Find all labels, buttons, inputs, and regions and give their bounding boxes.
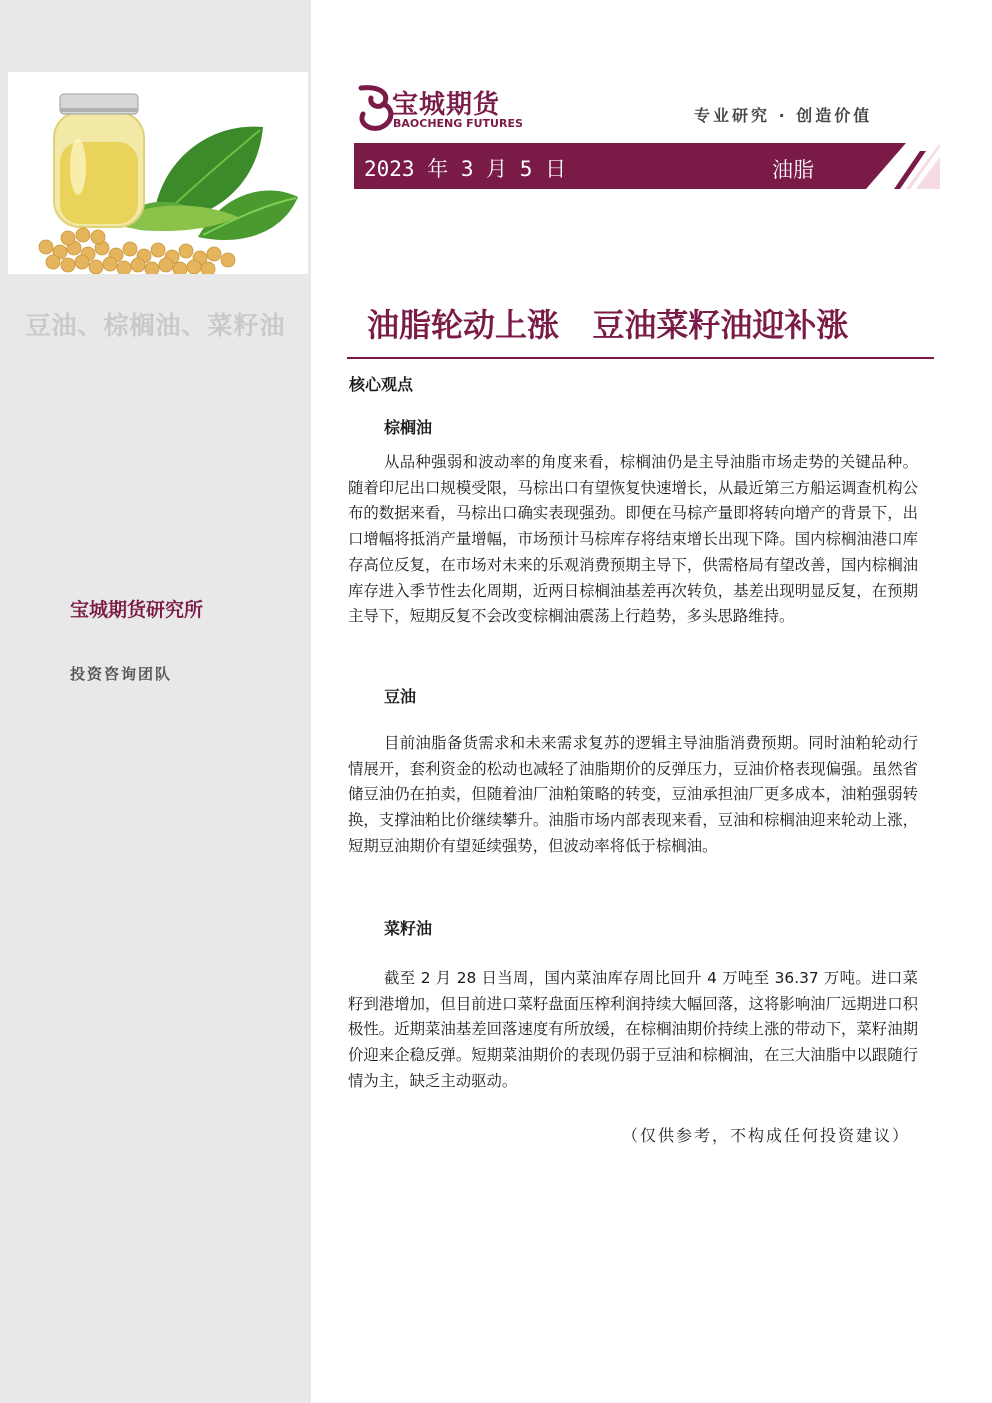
research-institute-name: 宝城期货研究所 <box>70 599 204 621</box>
section-title-soybean-oil: 豆油 <box>384 687 417 706</box>
headline: 油脂轮动上涨 豆油菜籽油迎补涨 <box>367 306 849 344</box>
logo-chinese-name: 宝城期货 <box>392 90 501 120</box>
section-text-palm-oil: 从品种强弱和波动率的角度来看，棕榈油仍是主导油脂市场走势的关键品种。随着印尼出口规模受限，马棕出口有望恢复快速增长，从最近第三方船运调查机构公布的数据来看，马棕出口确实表现强劲。即便在马棕产量即将转向增产的背景下，出口增幅将抵消产量增幅，市场预计马棕库存将结束增长出现下降。国内棕榈油港口库存高位反复，在市场对未来的乐观消费预期主导下，供需格局有望改善，国内棕榈油库存进入季节性去化周期，近两日棕榈油基差再次转负，基差出现明显反复，在预期主导下，短期反复不会改变棕榈油震荡上行趋势，多头思路维持。 <box>348 453 918 626</box>
report-category: 油脂 <box>772 158 814 182</box>
section-title-palm-oil: 棕榈油 <box>384 418 433 437</box>
oil-jar-and-soybeans-image <box>8 72 308 274</box>
report-date: 2023 年 3 月 5 日 <box>364 157 567 181</box>
headline-divider <box>347 357 934 359</box>
section-title-rapeseed-oil: 菜籽油 <box>384 919 433 938</box>
soybean-oil-photo <box>8 72 308 274</box>
section-text-rapeseed-oil: 截至 2 月 28 日当周，国内菜油库存周比回升 4 万吨至 36.37 万吨。进口菜籽到港增加，但目前进口菜籽盘面压榨利润持续大幅回落，这将影响油厂远期进口积极性。近期菜油基差回落速度有所放缓，在棕榈油期价持续上涨的带动下，菜籽油期价迎来企稳反弹。短期菜油期价的表现仍弱于豆油和棕榈油，在三大油脂中以跟随行情为主，缺乏主动驱动。 <box>348 969 918 1090</box>
section-text-soybean-oil: 目前油脂备货需求和未来需求复苏的逻辑主导油脂消费预期。同时油粕轮动行情展开，套利资金的松动也减轻了油脂期价的反弹压力，豆油价格表现偏强。虽然省储豆油仍在拍卖，但随着油厂油粕策略的转变，豆油承担油厂更多成本，油粕强弱转换，支撑油粕比价继续攀升。油脂市场内部表现来看，豆油和棕榈油迎来轮动上涨，短期豆油期价有望延续强势，但波动率将低于棕榈油。 <box>348 734 918 855</box>
sidebar-categories: 豆油、棕榈油、菜籽油 <box>25 311 286 340</box>
team-name: 投资咨询团队 <box>70 665 173 683</box>
slogan: 专业研究 · 创造价值 <box>694 106 873 125</box>
disclaimer: （仅供参考，不构成任何投资建议） <box>622 1126 911 1145</box>
core-view-label: 核心观点 <box>349 375 414 394</box>
logo-english-name: BAOCHENG FUTURES <box>393 117 523 130</box>
